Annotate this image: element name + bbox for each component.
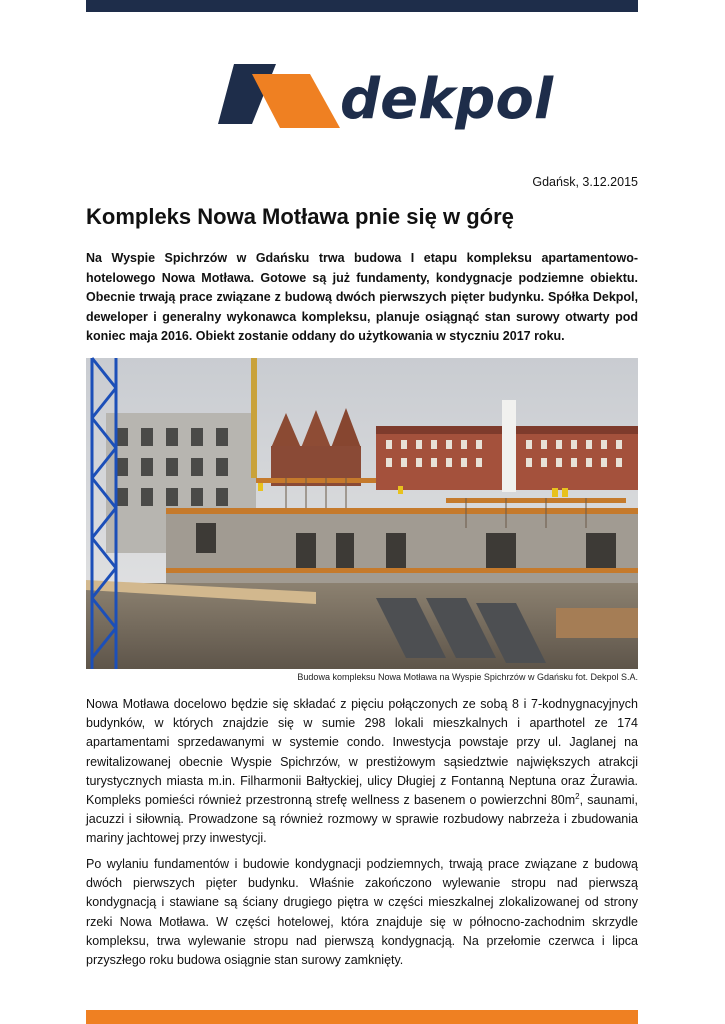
body-paragraph-1 [86, 695, 638, 849]
body-paragraph-1-part-a: Nowa Motława docelowo będzie się składać z pięciu połączonych ze sobą 8 i 7-kodnygnacyjnych budynków, w których znajdzie się w sumie 298 lokali mieszkalnych i aparthotel ze 174 apartamentami sprzedawanymi w systemie condo. Inwestycja powstaje przy ul. Jaglanej na rewitalizowanej obecnie Wyspie Spichrzów, w prestiżowym sąsiedztwie największych atrakcji turystycznych miasta m.in. Filharmonii Bałtyckiej, ulicy Długiej z Fontanną Neptuna oraz Żurawia. Kompleks pomieści również przestronną strefę wellness z basenem o powierzchni 80m [86, 697, 638, 808]
body-paragraph-2: Po wylaniu fundamentów i budowie kondygnacji podziemnych, trwają prace związane z budową dwóch pierwszych pięter budynku. Właśnie zakończono wylewanie stropu nad pierwszą kondygnacją i stawiane są ściany drugiego piętra w części mieszkalnej zlokalizowanej od strony rzeki Nowa Motława. W części hotelowej, która znajduje się w północno-zachodnim skrzydle kompleksu, trwa wylewanie stropu nad pierwszą kondygnacją. Na przełomie czerwca i lipca przyszłego roku budowa osiągnie stan surowy zamknięty. [86, 857, 638, 968]
header-bar [86, 0, 638, 12]
footer-bar [86, 1010, 638, 1024]
logo-wordmark: dekpol [340, 67, 554, 132]
body-paragraph-1-part-b: , saunami, jacuzzi i siłownią. Prowadzone są również rozmowy w sprawie rozbudowy nabrzeża i zbudowania mariny jachtowej przy inwestycji. [86, 793, 638, 846]
document-date: Gdańsk, 3.12.2015 [532, 175, 638, 189]
construction-photo [86, 358, 638, 669]
dekpol-logo [218, 62, 554, 132]
superscript-2: 2 [575, 791, 580, 801]
photo-caption: Budowa kompleksu Nowa Motława na Wyspie Spichrzów w Gdańsku fot. Dekpol S.A. [297, 672, 638, 682]
article-title: Kompleks Nowa Motława pnie się w górę [86, 204, 514, 229]
lead-paragraph: Na Wyspie Spichrzów w Gdańsku trwa budowa I etapu kompleksu apartamentowo-hotelowego Nowa Motława. Gotowe są już fundamenty, kondygnacje podziemne obiektu. Obecnie trwają prace związane z budową dwóch pierwszych pięter budynku. Spółka Dekpol, deweloper i generalny wykonawca kompleksu, planuje osiągnąć stan surowy otwarty pod koniec maja 2016. Obiekt zostanie oddany do użytkowania w styczniu 2017 roku. [86, 251, 638, 343]
